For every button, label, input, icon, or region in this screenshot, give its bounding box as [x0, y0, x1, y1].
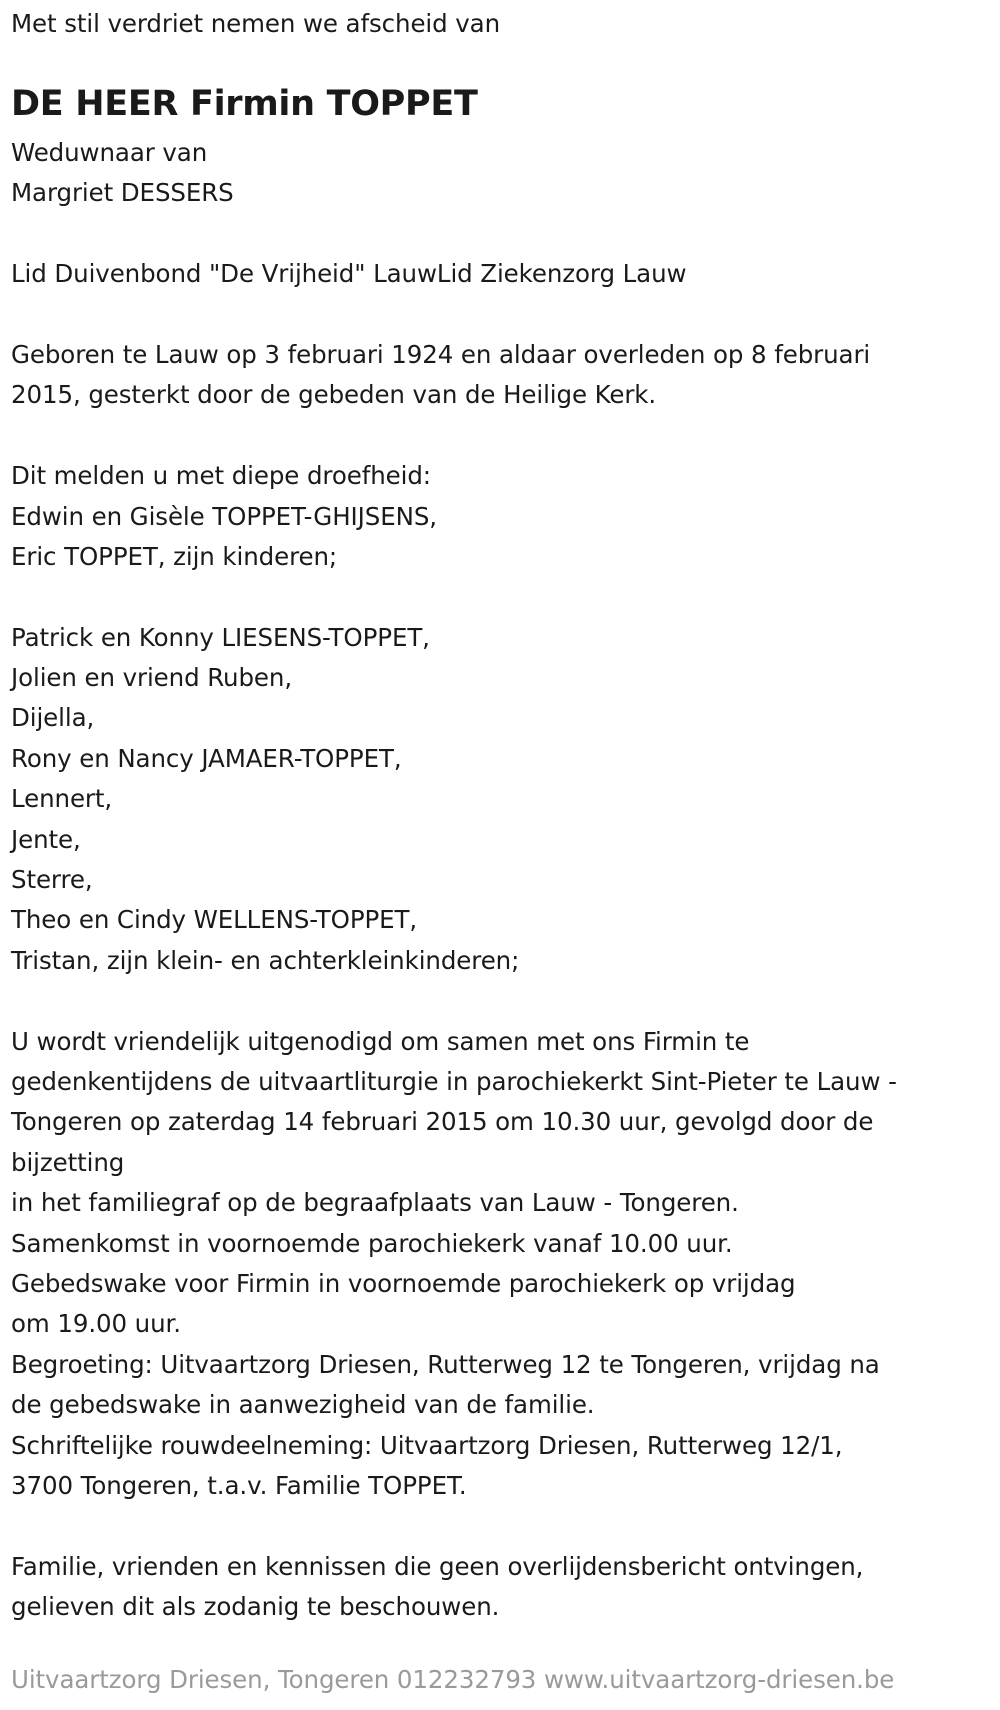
grandchild-line: Jolien en vriend Ruben,	[11, 663, 293, 693]
child-line: Edwin en Gisèle TOPPET-GHIJSENS,	[11, 501, 437, 531]
spacer	[11, 416, 897, 456]
child-line: Eric TOPPET, zijn kinderen;	[11, 541, 338, 571]
closing-line: Familie, vrienden en kennissen die geen overlijdensbericht ontvingen,	[11, 1551, 864, 1581]
grandchild-line: Jente,	[11, 824, 81, 854]
grandchild-line: Patrick en Konny LIESENS-TOPPET,	[11, 622, 430, 652]
ceremony-line: U wordt vriendelijk uitgenodigd om samen met ons Firmin te	[11, 1026, 750, 1056]
notice-body	[11, 133, 897, 1627]
spacer	[11, 214, 897, 254]
spouse-label: Weduwnaar van	[11, 138, 208, 167]
ceremony-line: in het familiegraf op de begraafplaats van Lauw - Tongeren.	[11, 1188, 739, 1218]
spacer	[11, 981, 897, 1021]
birth-death-line: 2015, gesterkt door de gebeden van de Heilige Kerk.	[11, 380, 657, 410]
spacer	[11, 577, 897, 617]
grandchild-line: Theo en Cindy WELLENS-TOPPET,	[11, 905, 418, 935]
grandchild-line: Sterre,	[11, 865, 93, 895]
ceremony-line: Schriftelijke rouwdeelneming: Uitvaartzorg Driesen, Rutterweg 12/1,	[11, 1430, 843, 1460]
grandchild-line: Tristan, zijn klein- en achterkleinkinderen;	[11, 945, 520, 975]
ceremony-line: bijzetting	[11, 1147, 125, 1177]
funeral-home-footer: Uitvaartzorg Driesen, Tongeren 012232793 www.uitvaartzorg-driesen.be	[11, 1665, 895, 1694]
ceremony-line: om 19.00 uur.	[11, 1309, 181, 1339]
ceremony-line: gedenkentijdens de uitvaartliturgie in parochiekerkt Sint-Pieter te Lauw -	[11, 1066, 897, 1096]
intro-text: Met stil verdriet nemen we afscheid van	[11, 9, 501, 38]
memberships: Lid Duivenbond "De Vrijheid" LauwLid Ziekenzorg Lauw	[11, 259, 687, 289]
ceremony-line: Samenkomst in voornoemde parochiekerk vanaf 10.00 uur.	[11, 1228, 733, 1258]
grandchild-line: Dijella,	[11, 703, 95, 733]
ceremony-line: Gebedswake voor Firmin in voornoemde parochiekerk op vrijdag	[11, 1268, 796, 1298]
announcers-intro: Dit melden u met diepe droefheid:	[11, 461, 431, 491]
ceremony-line: Begroeting: Uitvaartzorg Driesen, Rutterweg 12 te Tongeren, vrijdag na	[11, 1349, 880, 1379]
closing-line: gelieven dit als zodanig te beschouwen.	[11, 1592, 500, 1622]
spacer	[11, 1506, 897, 1546]
ceremony-line: de gebedswake in aanwezigheid van de familie.	[11, 1390, 595, 1420]
deceased-name: DE HEER Firmin TOPPET	[11, 84, 478, 124]
birth-death-line: Geboren te Lauw op 3 februari 1924 en aldaar overleden op 8 februari	[11, 339, 871, 369]
spouse-name: Margriet DESSERS	[11, 178, 234, 208]
grandchild-line: Lennert,	[11, 784, 113, 814]
spacer	[11, 295, 897, 335]
ceremony-line: Tongeren op zaterdag 14 februari 2015 om 10.30 uur, gevolgd door de	[11, 1107, 874, 1137]
ceremony-line: 3700 Tongeren, t.a.v. Familie TOPPET.	[11, 1470, 467, 1500]
grandchild-line: Rony en Nancy JAMAER-TOPPET,	[11, 743, 402, 773]
